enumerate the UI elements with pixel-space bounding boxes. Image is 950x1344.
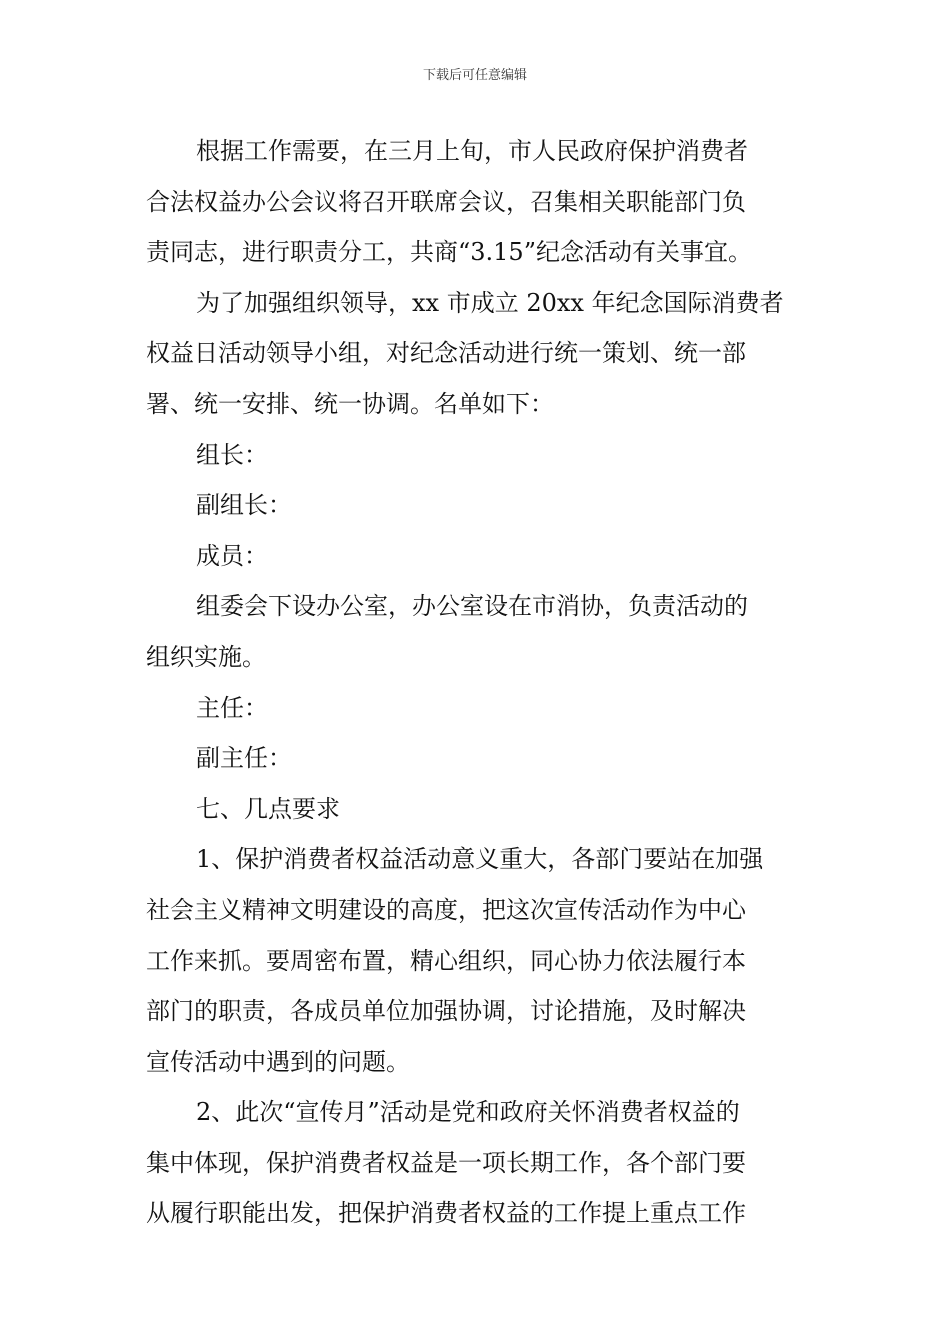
text-line: 集中体现，保护消费者权益是一项长期工作，各个部门要 [146, 1148, 746, 1177]
text-line: 1、保护消费者权益活动意义重大，各部门要站在加强 [196, 845, 764, 874]
section-heading: 七、几点要求 [196, 794, 340, 823]
text-line: 宣传活动中遇到的问题。 [146, 1047, 410, 1076]
text-line: 署、统一安排、统一协调。名单如下： [146, 389, 554, 418]
text-line: 副组长： [196, 491, 292, 520]
text-line: 组委会下设办公室，办公室设在市消协，负责活动的 [196, 592, 748, 621]
text-line: 为了加强组织领导，xx 市成立 20xx 年纪念国际消费者 [196, 288, 784, 317]
text-line: 从履行职能出发，把保护消费者权益的工作提上重点工作 [146, 1199, 746, 1228]
text-line: 社会主义精神文明建设的高度，把这次宣传活动作为中心 [146, 895, 746, 924]
text-line: 组织实施。 [146, 642, 266, 671]
text-line: 责同志，进行职责分工，共商“3.15”纪念活动有关事宜。 [146, 238, 752, 267]
text-line: 权益日活动领导小组，对纪念活动进行统一策划、统一部 [146, 339, 746, 368]
text-line: 工作来抓。要周密布置，精心组织，同心协力依法履行本 [146, 946, 746, 975]
text-line: 主任： [196, 693, 268, 722]
text-line: 副主任： [196, 744, 292, 773]
document-body [146, 126, 808, 1239]
text-line: 部门的职责，各成员单位加强协调，讨论措施，及时解决 [146, 997, 746, 1026]
text-line: 根据工作需要，在三月上旬，市人民政府保护消费者 [196, 137, 748, 165]
text-line: 成员： [196, 541, 268, 570]
text-line: 合法权益办公会议将召开联席会议，召集相关职能部门负 [146, 187, 746, 216]
text-line: 组长： [196, 440, 268, 469]
page-header-note: 下载后可任意编辑 [422, 68, 527, 83]
text-line: 2、此次“宣传月”活动是党和政府关怀消费者权益的 [196, 1098, 740, 1127]
